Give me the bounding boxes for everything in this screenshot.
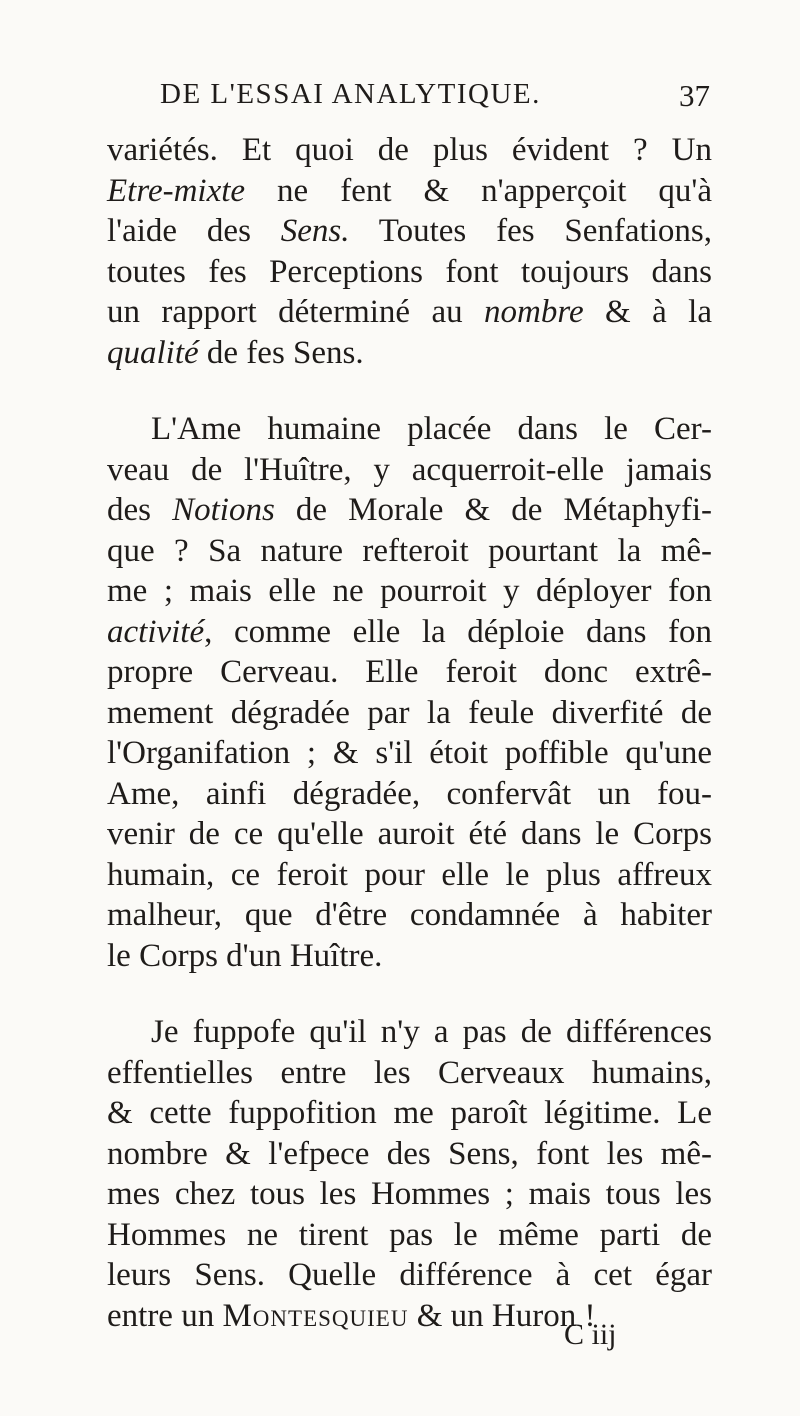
text-line bbox=[151, 413, 712, 446]
text-span: que ? Sa nature refteroit pourtant la mê- bbox=[107, 532, 712, 569]
text-line bbox=[107, 1097, 712, 1130]
text-span: entre un bbox=[107, 1297, 223, 1334]
text-line bbox=[107, 296, 712, 329]
text-line bbox=[107, 334, 364, 371]
text-line bbox=[107, 1216, 712, 1253]
text-line bbox=[107, 613, 712, 650]
text-span: & un Huron ! bbox=[408, 1297, 596, 1334]
text-line bbox=[107, 737, 712, 770]
italic-text: Notions bbox=[172, 492, 275, 528]
text-span: humain, ce feroit pour elle le plus affreux bbox=[107, 856, 712, 893]
text-span: Hommes ne tirent pas le même parti de bbox=[107, 1216, 712, 1253]
text-span: malheur, que d'être condamnée à habiter bbox=[107, 897, 712, 933]
text-span: L'Ame humaine placée dans le Cer- bbox=[151, 411, 712, 447]
text-span: toutes fes Perceptions font toujours dans bbox=[107, 253, 712, 290]
text-line bbox=[107, 451, 712, 488]
text-span: Toutes fes Senfations, bbox=[349, 213, 712, 249]
text-span: propre Cerveau. Elle feroit donc extrê- bbox=[107, 654, 712, 690]
italic-text: Sens. bbox=[280, 213, 350, 249]
text-span: me ; mais elle ne pourroit y déployer fon bbox=[107, 573, 712, 609]
text-line bbox=[107, 1297, 596, 1334]
text-line bbox=[107, 1259, 712, 1292]
text-line bbox=[107, 694, 712, 731]
text-span: , comme elle la déploie dans fon bbox=[204, 613, 712, 650]
text-span: des bbox=[107, 492, 173, 528]
text-line bbox=[107, 656, 712, 689]
text-line bbox=[107, 1054, 712, 1091]
text-span: mes chez tous les Hommes ; mais tous les bbox=[107, 1176, 712, 1212]
text-span: l'Organifation ; & s'il étoit poffible qu'une bbox=[107, 735, 712, 771]
text-span: l'aide des bbox=[107, 213, 281, 249]
text-span: & cette fuppofition me paroît légitime. Le bbox=[107, 1095, 712, 1131]
text-line bbox=[107, 856, 712, 893]
italic-text: activité bbox=[107, 613, 205, 650]
text-line bbox=[107, 172, 712, 209]
text-line bbox=[107, 899, 712, 932]
italic-text: nombre bbox=[484, 294, 584, 330]
text-line bbox=[107, 818, 712, 851]
text-line bbox=[107, 1135, 712, 1172]
text-span: venir de ce qu'elle auroit été dans le Corps bbox=[107, 816, 712, 852]
text-span: de fes Sens. bbox=[198, 334, 364, 371]
text-line bbox=[107, 1178, 712, 1211]
text-line bbox=[107, 134, 712, 167]
text-span: variétés. Et quoi de plus évident ? Un bbox=[107, 132, 712, 168]
text-line bbox=[151, 1016, 712, 1049]
text-span: effentielles entre les Cerveaux humains, bbox=[107, 1054, 712, 1091]
text-span: veau de l'Huître, y acquerroit-elle jamais bbox=[107, 451, 712, 488]
text-line bbox=[107, 494, 712, 527]
text-span: Ame, ainfi dégradée, confervât un fou- bbox=[107, 775, 712, 812]
text-span: & à la bbox=[583, 294, 712, 330]
text-line bbox=[107, 532, 712, 569]
text-line bbox=[107, 253, 712, 290]
text-span: le Corps d'un Huître. bbox=[107, 937, 383, 974]
text-span: mement dégradée par la feule diverfité de bbox=[107, 694, 712, 731]
text-line bbox=[107, 775, 712, 812]
signature-mark: C iij bbox=[564, 1318, 617, 1351]
text-span: Je fuppofe qu'il n'y a pas de différences bbox=[151, 1014, 712, 1050]
page-number: 37 bbox=[679, 78, 710, 113]
small-caps-text: Montesquieu bbox=[222, 1297, 409, 1334]
italic-text: qualité bbox=[107, 334, 199, 371]
running-title: DE L'ESSAI ANALYTIQUE. bbox=[160, 78, 541, 110]
text-span: leurs Sens. Quelle différence à cet égar bbox=[107, 1257, 712, 1293]
italic-text: Etre-mixte bbox=[107, 172, 246, 209]
text-line bbox=[107, 215, 712, 248]
text-line bbox=[107, 575, 712, 608]
text-span: un rapport déterminé au bbox=[107, 294, 485, 330]
text-span: ne fent & n'apperçoit qu'à bbox=[245, 172, 712, 209]
text-line bbox=[107, 937, 383, 974]
text-span: nombre & l'efpece des Sens, font les mê- bbox=[107, 1135, 712, 1172]
text-span: de Morale & de Métaphyfi- bbox=[274, 492, 712, 528]
